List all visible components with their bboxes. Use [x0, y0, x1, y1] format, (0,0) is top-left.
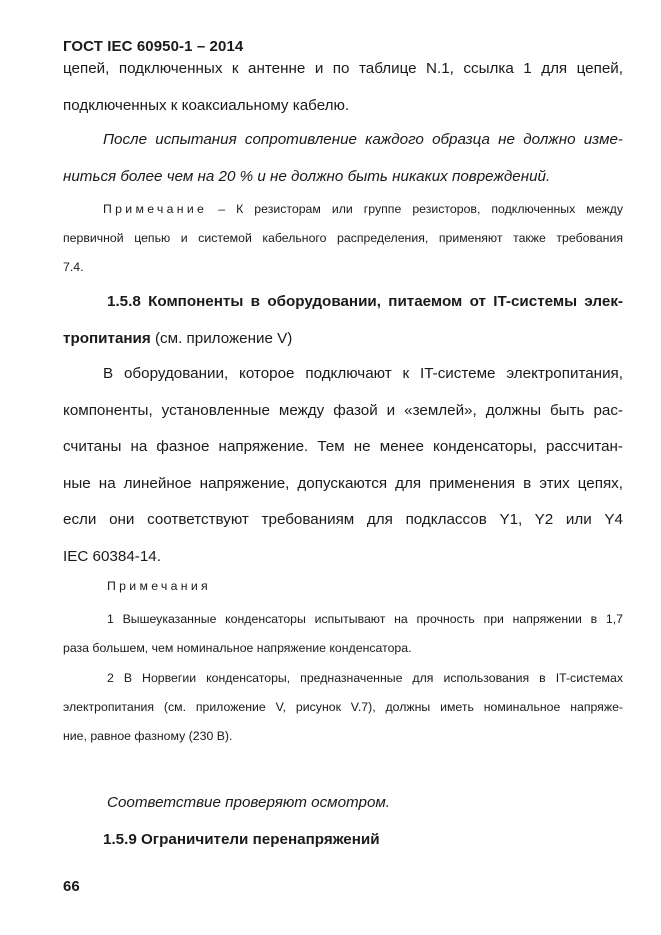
text-line — [63, 195, 623, 224]
note-2 — [63, 664, 623, 751]
section-1-5-8-heading — [63, 284, 623, 357]
text-line: если они соответствуют требованиям для подклассов Y1, Y2 или Y4 — [63, 511, 623, 528]
text-line: 2 В Норвегии конденсаторы, предназначенные для использования в IT-системах — [107, 671, 623, 685]
section-1-5-9-heading — [63, 822, 623, 859]
text-line: раза большем, чем номинальное напряжение конденсатора. — [63, 641, 412, 655]
text-line: ные на линейное напряжение, допускаются для применения в этих цепях, — [63, 474, 623, 492]
continuation-paragraph — [63, 51, 623, 124]
notes-label: Примечания — [107, 579, 211, 593]
note-1 — [63, 605, 623, 663]
section-title-line: 1.5.8 Компоненты в оборудовании, питаемом от IT-системы элек- — [107, 293, 623, 310]
standard-designation: ГОСТ IEC 60950-1 – 2014 — [63, 38, 244, 55]
notes-section-1-5-8 — [63, 572, 623, 601]
text-line: ниться более чем на 20 % и не должно быть никаких повреждений. — [63, 167, 551, 185]
text-line: ние, равное фазному (230 В). — [63, 729, 233, 743]
text-line: Соответствие проверяют осмотром. — [107, 794, 391, 811]
section-1-5-8-paragraph — [63, 356, 623, 575]
text-line: считаны на фазное напряжение. Тем не менее конденсаторы, рассчитан- — [63, 438, 623, 455]
text-line: компоненты, установленные между фазой и «землей», должны быть рас- — [63, 401, 623, 419]
note-resistors — [63, 195, 623, 282]
text-line: В оборудовании, которое подключают к IT-системе электропитания, — [103, 365, 623, 382]
text-line: цепей, подключенных к антенне и по таблице N.1, ссылка 1 для цепей, — [63, 60, 623, 77]
note-text: – К резисторам или группе резисторов, подключенных между — [207, 202, 623, 216]
compliance-statement — [63, 785, 623, 822]
text-line: 1 Вышеуказанные конденсаторы испытывают на прочность при напряжении в 1,7 — [107, 612, 623, 626]
page-number: 66 — [63, 878, 80, 895]
text-line: После испытания сопротивление каждого образца не должно изме- — [103, 131, 623, 148]
section-title-line: 1.5.9 Ограничители перенапряжений — [103, 831, 380, 848]
text-line: IEC 60384-14. — [63, 547, 161, 565]
text-line: электропитания (см. приложение V, рисунок V.7), должны иметь номинальное напряже- — [63, 700, 623, 714]
note-label: Примечание — [103, 202, 208, 216]
text-line: первичной цепью и системой кабельного распределения, применяют также требования — [63, 231, 623, 245]
text-line: подключенных к коаксиальному кабелю. — [63, 96, 350, 114]
text-line: 7.4. — [63, 260, 84, 274]
section-title-line: тропитания (см. приложение V) — [63, 329, 293, 347]
test-result-paragraph — [63, 122, 623, 195]
